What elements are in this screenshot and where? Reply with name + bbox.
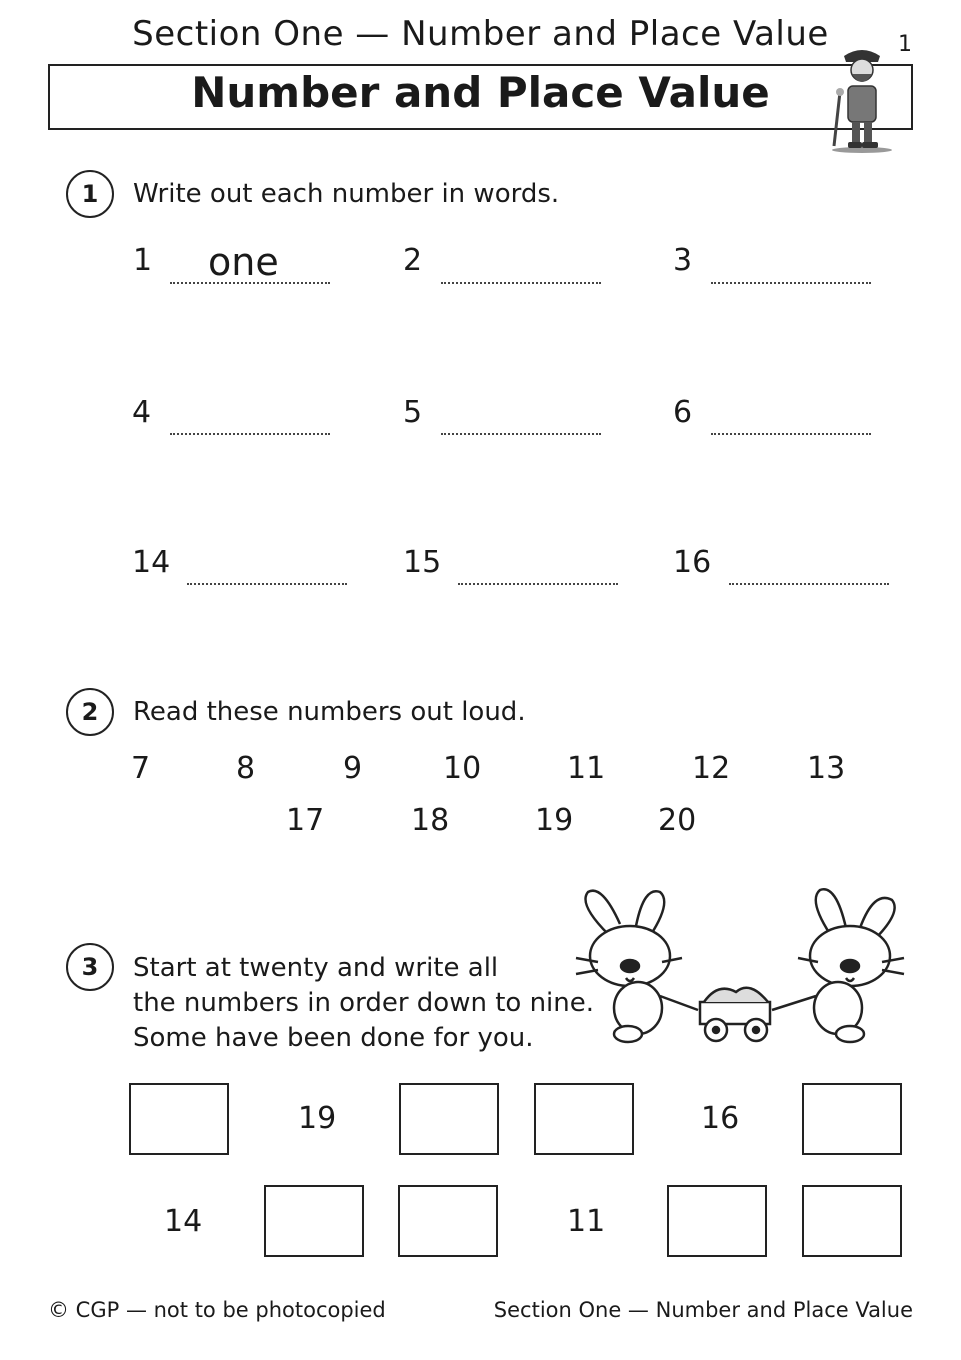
q1-label: 1: [133, 243, 153, 278]
answer-box[interactable]: [399, 1083, 499, 1155]
question-3-instruction-line: Some have been done for you.: [133, 1023, 534, 1053]
question-2-number: 2: [66, 688, 114, 736]
answer-box[interactable]: [264, 1185, 364, 1257]
q1-answer-line[interactable]: [170, 433, 330, 435]
given-number: 11: [567, 1204, 606, 1239]
q1-label: 16: [673, 545, 712, 580]
q1-label: 2: [403, 243, 423, 278]
read-number: 18: [411, 803, 450, 838]
section-header: Section One — Number and Place Value: [132, 14, 829, 54]
answer-box[interactable]: [667, 1185, 767, 1257]
read-number: 8: [236, 751, 256, 786]
given-number: 14: [164, 1204, 203, 1239]
q1-answer-line[interactable]: [711, 282, 871, 284]
q1-answer-line[interactable]: [441, 282, 601, 284]
q1-label: 14: [132, 545, 171, 580]
q1-label: 4: [132, 395, 152, 430]
read-number: 13: [807, 751, 846, 786]
footer-section: Section One — Number and Place Value: [493, 1298, 913, 1322]
question-1-number: 1: [66, 170, 114, 218]
answer-box[interactable]: [802, 1083, 902, 1155]
question-3-instruction-line: Start at twenty and write all: [133, 953, 499, 983]
answer-box[interactable]: [129, 1083, 229, 1155]
answer-box[interactable]: [534, 1083, 634, 1155]
given-number: 16: [701, 1101, 740, 1136]
read-number: 11: [567, 751, 606, 786]
q1-label: 5: [403, 395, 423, 430]
page-title: Number and Place Value: [191, 68, 770, 117]
rabbits-with-cart-illustration: [568, 884, 913, 1049]
pirate-illustration: [826, 42, 898, 154]
q1-label: 6: [673, 395, 693, 430]
read-number: 10: [443, 751, 482, 786]
read-number: 7: [131, 751, 151, 786]
q1-answer-line[interactable]: [441, 433, 601, 435]
read-number: 17: [286, 803, 325, 838]
answer-box[interactable]: [398, 1185, 498, 1257]
page-number: 1: [898, 32, 912, 57]
q1-label: 3: [673, 243, 693, 278]
given-number: 19: [298, 1101, 337, 1136]
read-number: 9: [343, 751, 363, 786]
q1-answer-line[interactable]: [729, 583, 889, 585]
read-number: 19: [535, 803, 574, 838]
q1-label: 15: [403, 545, 442, 580]
question-3-instruction-line: the numbers in order down to nine.: [133, 988, 595, 1018]
q1-answer-line[interactable]: [711, 433, 871, 435]
answer-box[interactable]: [802, 1185, 902, 1257]
question-1-instruction: Write out each number in words.: [133, 179, 560, 209]
q1-answer: one: [208, 240, 279, 284]
question-2-instruction: Read these numbers out loud.: [133, 697, 526, 727]
q1-answer-line[interactable]: [458, 583, 618, 585]
q1-answer-line[interactable]: [187, 583, 347, 585]
read-number: 12: [692, 751, 731, 786]
footer-copyright: © CGP — not to be photocopied: [48, 1298, 386, 1322]
read-number: 20: [658, 803, 697, 838]
question-3-number: 3: [66, 943, 114, 991]
